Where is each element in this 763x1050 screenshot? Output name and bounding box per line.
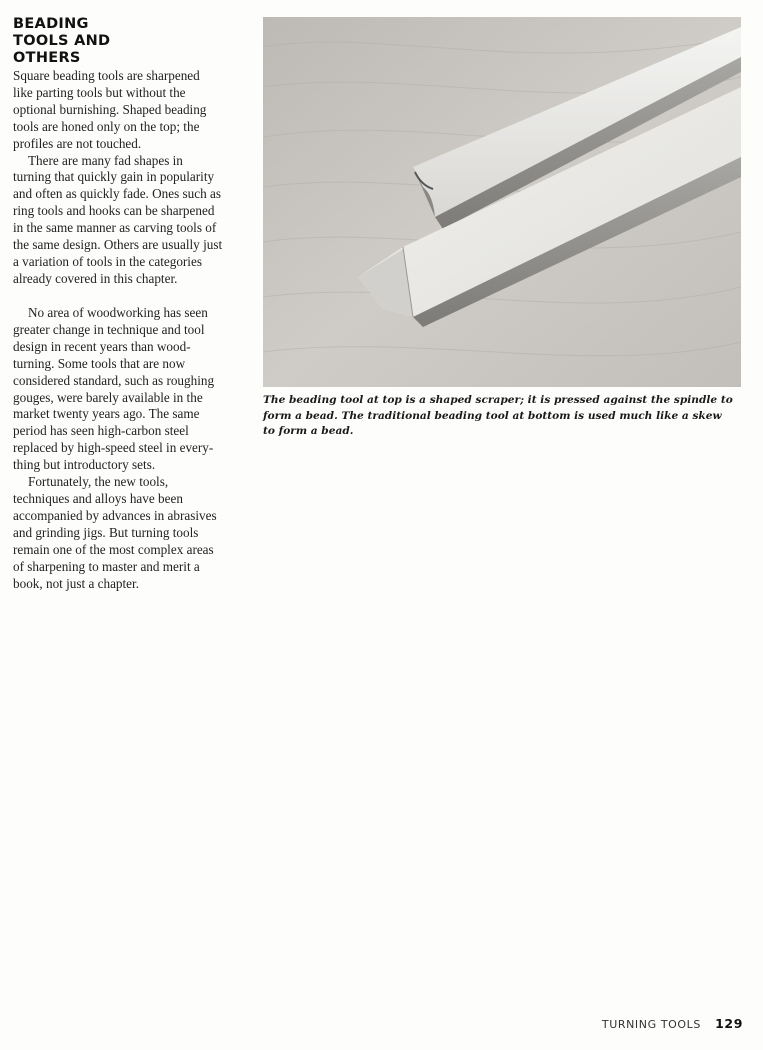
text-line: Fortunately, the new tools, xyxy=(28,474,169,490)
caption-line: form a bead. The traditional beading tool at bottom is used much like a skew xyxy=(263,409,722,422)
heading-line: OTHERS xyxy=(13,50,81,66)
text-line: a variation of tools in the categories xyxy=(13,253,202,269)
beading-tools-photo xyxy=(263,17,741,387)
text-line: like parting tools but without the xyxy=(13,84,186,100)
text-line: thing but introductory sets. xyxy=(13,457,156,473)
text-line: turning that quickly gain in popularity xyxy=(13,169,215,185)
heading-line: BEADING xyxy=(13,16,89,32)
text-line: remain one of the most complex areas xyxy=(13,541,214,557)
body-text-top xyxy=(13,68,238,288)
section-heading xyxy=(13,16,213,67)
text-line: gouges, were barely available in the xyxy=(13,389,203,405)
text-line: book, not just a chapter. xyxy=(13,575,139,591)
text-line: replaced by high-speed steel in every- xyxy=(13,440,214,456)
text-line: greater change in technique and tool xyxy=(13,321,205,337)
text-line: techniques and alloys have been xyxy=(13,490,183,506)
text-line: period has seen high-carbon steel xyxy=(13,423,189,439)
footer-section-title: TURNING TOOLS xyxy=(601,1018,701,1031)
text-line: market twenty years ago. The same xyxy=(13,406,200,422)
page-footer xyxy=(602,1016,743,1031)
text-line: There are many fad shapes in xyxy=(28,152,183,168)
paragraph xyxy=(13,474,238,592)
text-line: accompanied by advances in abrasives xyxy=(13,507,217,523)
body-text-bottom xyxy=(13,305,238,592)
caption-line: The beading tool at top is a shaped scraper; it is pressed against the spindle to xyxy=(263,394,733,406)
page-number: 129 xyxy=(715,1016,743,1031)
text-line: optional burnishing. Shaped beading xyxy=(13,101,207,117)
paragraph xyxy=(13,68,238,153)
text-line: profiles are not touched. xyxy=(13,135,142,151)
paragraph xyxy=(13,305,238,474)
text-line: and often as quickly fade. Ones such as xyxy=(13,186,222,202)
text-line: and grinding jigs. But turning tools xyxy=(13,524,199,540)
text-line: ring tools and hooks can be sharpened xyxy=(13,203,215,219)
photo-caption xyxy=(263,393,743,440)
text-line: already covered in this chapter. xyxy=(13,270,178,286)
text-line: in the same manner as carving tools of xyxy=(13,220,217,236)
paragraph xyxy=(13,153,238,288)
caption-line: to form a bead. xyxy=(263,425,354,437)
text-line: Square beading tools are sharpened xyxy=(13,68,200,83)
heading-line: TOOLS AND xyxy=(13,33,111,49)
photo-illustration xyxy=(263,17,741,387)
text-line: design in recent years than wood- xyxy=(13,338,191,354)
text-line: the same design. Others are usually just xyxy=(13,237,223,253)
text-line: of sharpening to master and merit a xyxy=(13,558,200,574)
text-line: turning. Some tools that are now xyxy=(13,355,186,371)
text-line: No area of woodworking has seen xyxy=(28,305,208,320)
text-line: tools are honed only on the top; the xyxy=(13,118,200,134)
text-line: considered standard, such as roughing xyxy=(13,372,215,388)
